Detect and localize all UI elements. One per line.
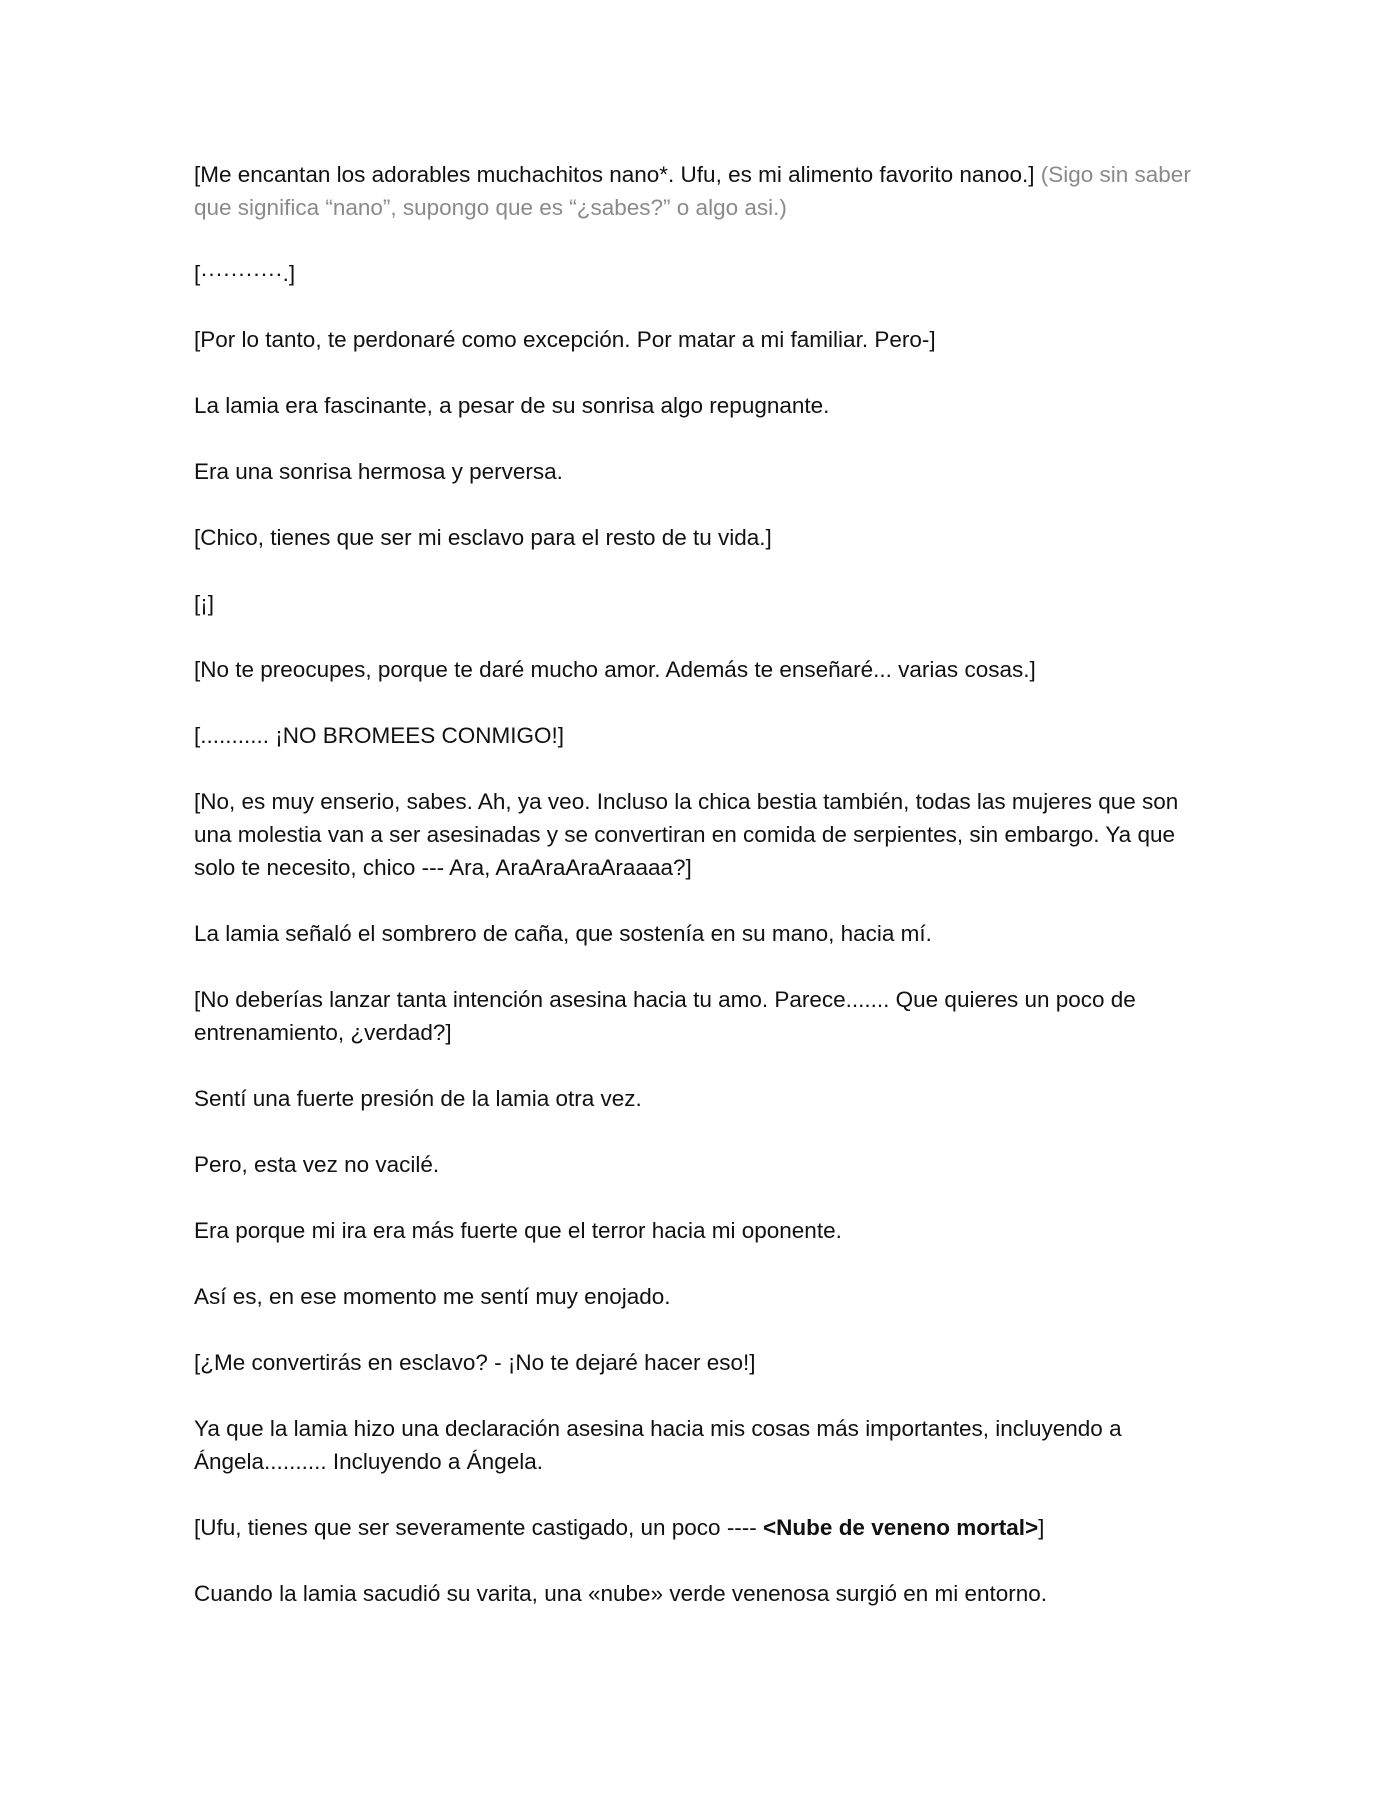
paragraph-1 [194, 158, 1210, 224]
paragraph-11: La lamia señaló el sombrero de caña, que sostenía en su mano, hacia mí. [194, 921, 932, 946]
paragraph-2: [···········.] [194, 261, 296, 286]
paragraph-16: Así es, en ese momento me sentí muy enojado. [194, 1284, 671, 1309]
paragraph-18: Ya que la lamia hizo una declaración asesina hacia mis cosas más importantes, incluyendo a Ángela.......... Incluyendo a Ángela. [194, 1416, 1122, 1474]
dialogue-text: [Me encantan los adorables muchachitos nano*. Ufu, es mi alimento favorito nanoo.] [194, 162, 1035, 187]
paragraph-5: Era una sonrisa hermosa y perversa. [194, 459, 563, 484]
paragraph-8: [No te preocupes, porque te daré mucho amor. Además te enseñaré... varias cosas.] [194, 657, 1036, 682]
spell-name: <Nube de veneno mortal> [763, 1515, 1039, 1540]
paragraph-20: Cuando la lamia sacudió su varita, una «nube» verde venenosa surgió en mi entorno. [194, 1581, 1048, 1606]
paragraph-6: [Chico, tienes que ser mi esclavo para el resto de tu vida.] [194, 525, 772, 550]
paragraph-9: [........... ¡NO BROMEES CONMIGO!] [194, 723, 565, 748]
paragraph-15: Era porque mi ira era más fuerte que el terror hacia mi oponente. [194, 1218, 842, 1243]
paragraph-19 [194, 1511, 1210, 1544]
paragraph-17: [¿Me convertirás en esclavo? - ¡No te dejaré hacer eso!] [194, 1350, 756, 1375]
paragraph-10: [No, es muy enserio, sabes. Ah, ya veo. Incluso la chica bestia también, todas las mujeres que son una molestia van a ser asesinadas y se convertiran en comida de serpientes, sin embargo. Ya que solo te necesito, chico --- Ara, AraAraAraAraaaa?] [194, 789, 1179, 880]
dialogue-text-end: ] [1038, 1515, 1045, 1540]
dialogue-text: [Ufu, tienes que ser severamente castigado, un poco ---- [194, 1515, 764, 1540]
paragraph-14: Pero, esta vez no vacilé. [194, 1152, 440, 1177]
paragraph-13: Sentí una fuerte presión de la lamia otra vez. [194, 1086, 642, 1111]
translator-note: (Sigo sin saber que significa “nano”, supongo que es “¿sabes?” o algo asi.) [194, 162, 1191, 220]
paragraph-12: [No deberías lanzar tanta intención asesina hacia tu amo. Parece....... Que quieres un poco de entrenamiento, ¿verdad?] [194, 987, 1136, 1045]
paragraph-4: La lamia era fascinante, a pesar de su sonrisa algo repugnante. [194, 393, 830, 418]
document-body [194, 158, 1210, 1643]
paragraph-7: [¡] [194, 591, 214, 616]
paragraph-3: [Por lo tanto, te perdonaré como excepción. Por matar a mi familiar. Pero-] [194, 327, 936, 352]
